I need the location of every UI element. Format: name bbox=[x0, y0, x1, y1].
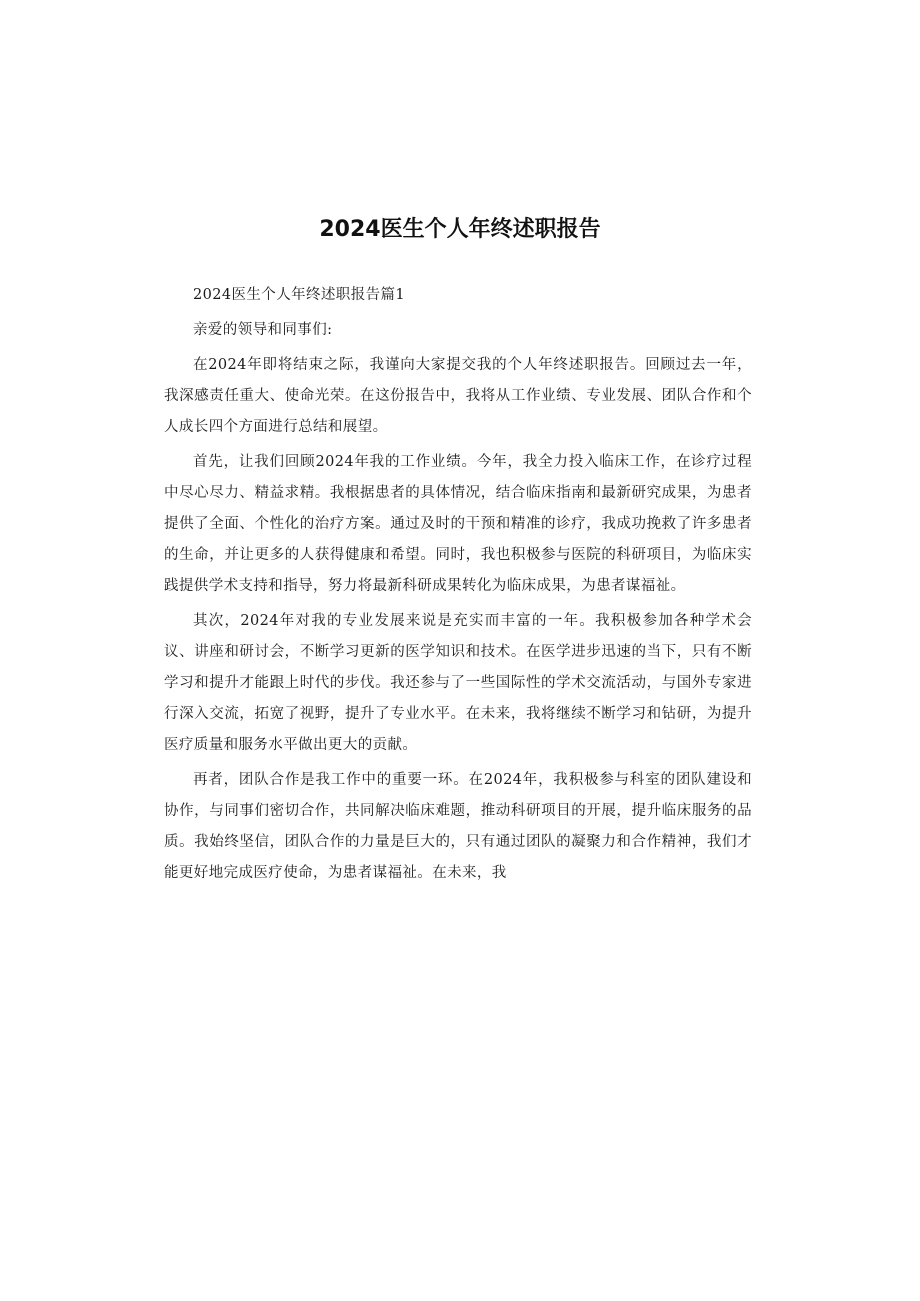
paragraph-intro: 在2024年即将结束之际，我谨向大家提交我的个人年终述职报告。回顾过去一年，我深感责任重大、使命光荣。在这份报告中，我将从工作业绩、专业发展、团队合作和个人成长四个方面进行总结和展望。 bbox=[164, 357, 752, 435]
document-body bbox=[164, 280, 752, 889]
paragraph-teamwork: 再者，团队合作是我工作中的重要一环。在2024年，我积极参与科室的团队建设和协作，与同事们密切合作，共同解决临床难题，推动科研项目的开展，提升临床服务的品质。我始终坚信，团队合作的力量是巨大的，只有通过团队的凝聚力和合作精神，我们才能更好地完成医疗使命，为患者谋福祉。在未来，我 bbox=[164, 772, 752, 881]
paragraph-work-performance: 首先，让我们回顾2024年我的工作业绩。今年，我全力投入临床工作，在诊疗过程中尽心尽力、精益求精。我根据患者的具体情况，结合临床指南和最新研究成果，为患者提供了全面、个性化的治疗方案。通过及时的干预和精准的诊疗，我成功挽救了许多患者的生命，并让更多的人获得健康和希望。同时，我也积极参与医院的科研项目，为临床实践提供学术支持和指导，努力将最新科研成果转化为临床成果，为患者谋福祉。 bbox=[164, 454, 752, 594]
document-title: 2024医生个人年终述职报告 bbox=[319, 217, 601, 242]
salutation: 亲爱的领导和同事们: bbox=[193, 322, 333, 338]
paragraph-professional-development: 其次，2024年对我的专业发展来说是充实而丰富的一年。我积极参加各种学术会议、讲座和研讨会，不断学习更新的医学知识和技术。在医学进步迅速的当下，只有不断学习和提升才能跟上时代的步伐。我还参与了一些国际性的学术交流活动，与国外专家进行深入交流，拓宽了视野，提升了专业水平。在未来，我将继续不断学习和钻研，为提升医疗质量和服务水平做出更大的贡献。 bbox=[164, 613, 752, 753]
section-heading: 2024医生个人年终述职报告篇1 bbox=[193, 287, 406, 303]
